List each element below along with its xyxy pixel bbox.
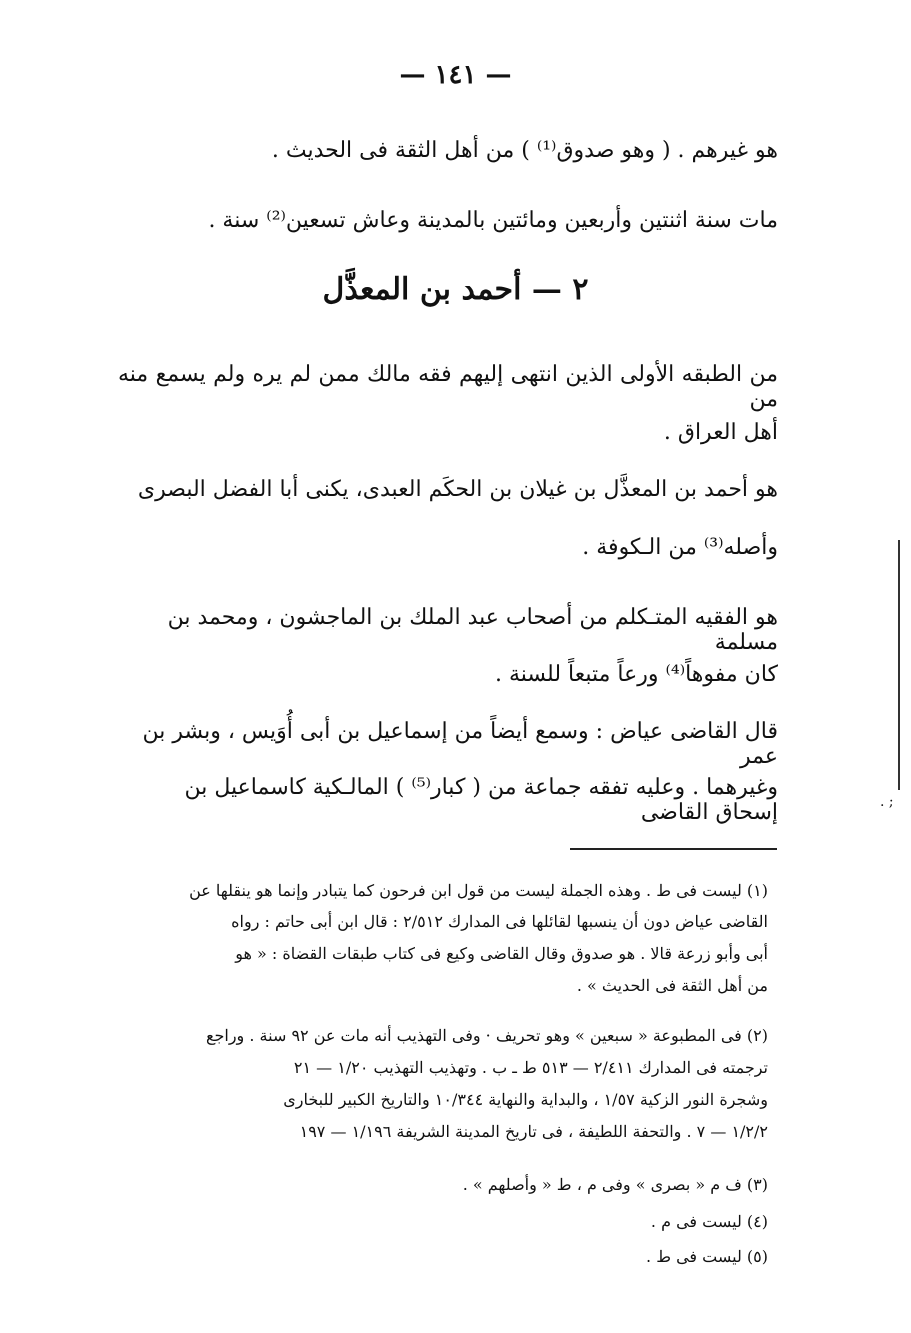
- footnote-line: وشجرة النور الزكية ١/٥٧ ، والبداية والنهاية ١٠/٣٤٤ والتاريخ الكبير للبخارى: [283, 1090, 768, 1109]
- footnote-line: (٢) فى المطبوعة « سبعين » وهو تحريف · وفى التهذيب أنه مات عن ٩٢ سنة . وراجع: [205, 1026, 768, 1045]
- margin-dots-icon: . ;: [880, 794, 894, 810]
- footnote-line: من أهل الثقة فى الحديث » .: [576, 976, 768, 995]
- text-line: من الطبقه الأولى الذين انتهى إليهم فقه مالك ممن لم يره ولم يسمع منه من: [118, 362, 778, 412]
- margin-line: [898, 540, 900, 790]
- footnote-line: ١/٢/٢ — ٧ . والتحفة اللطيفة ، فى تاريخ المدينة الشريفة ١/١٩٦ — ١٩٧: [299, 1122, 768, 1141]
- text-line: وأصله⁽³⁾ من الـكوفة .: [582, 535, 778, 560]
- text-line: هو أحمد بن المعذَّل بن غيلان بن الحكَم العبدى، يكنى أبا الفضل البصرى: [137, 477, 778, 502]
- footnote-line: (٤) ليست فى م .: [650, 1212, 768, 1231]
- text-line: هو الفقيه المتـكلم من أصحاب عبد الملك بن الماجشون ، ومحمد بن مسلمة: [167, 605, 778, 655]
- text-line: هو غيرهم . ( وهو صدوق⁽¹⁾ ) من أهل الثقة فى الحديث .: [271, 138, 778, 163]
- footnote-line: (٥) ليست فى ط .: [646, 1247, 768, 1266]
- text-line: وغيرهما . وعليه تفقه جماعة من ( كبار⁽⁵⁾ ) المالـكية كاسماعيل بن إسحاق القاضى: [184, 775, 778, 825]
- footnote-line: أبى وأبو زرعة قالا . هو صدوق وقال القاضى وكيع فى كتاب طبقات القضاة : « هو: [235, 944, 768, 963]
- entry-heading: ٢ — أحمد بن المعذَّل: [322, 272, 589, 307]
- footnote-line: ترجمته فى المدارك ٢/٤١١ — ٥١٣ ط ـ ب . وتهذيب التهذيب ١/٢٠ — ٢١: [293, 1058, 768, 1077]
- footnote-divider: [570, 848, 777, 850]
- footnote-line: (٣) ف م « بصرى » وفى م ، ط « وأصلهم » .: [462, 1175, 768, 1194]
- text-line: كان مفوهاً⁽⁴⁾ ورعاً متبعاً للسنة .: [494, 662, 778, 687]
- text-line: أهل العراق .: [663, 420, 778, 445]
- text-line: قال القاضى عياض : وسمع أيضاً من إسماعيل بن أبى أُوَيس ، وبشر بن عمر: [142, 719, 778, 769]
- footnote-line: (١) ليست فى ط . وهذه الجملة ليست من قول ابن فرحون كما يتبادر وإنما هو ينقلها عن: [189, 881, 768, 900]
- text-line: مات سنة اثنتين وأربعين ومائتين بالمدينة وعاش تسعين⁽²⁾ سنة .: [208, 208, 778, 233]
- page-number: — ١٤١ —: [399, 60, 512, 90]
- footnote-line: القاضى عياض دون أن ينسبها لقائلها فى المدارك ٢/٥١٢ : قال ابن أبى حاتم : رواه: [231, 912, 768, 931]
